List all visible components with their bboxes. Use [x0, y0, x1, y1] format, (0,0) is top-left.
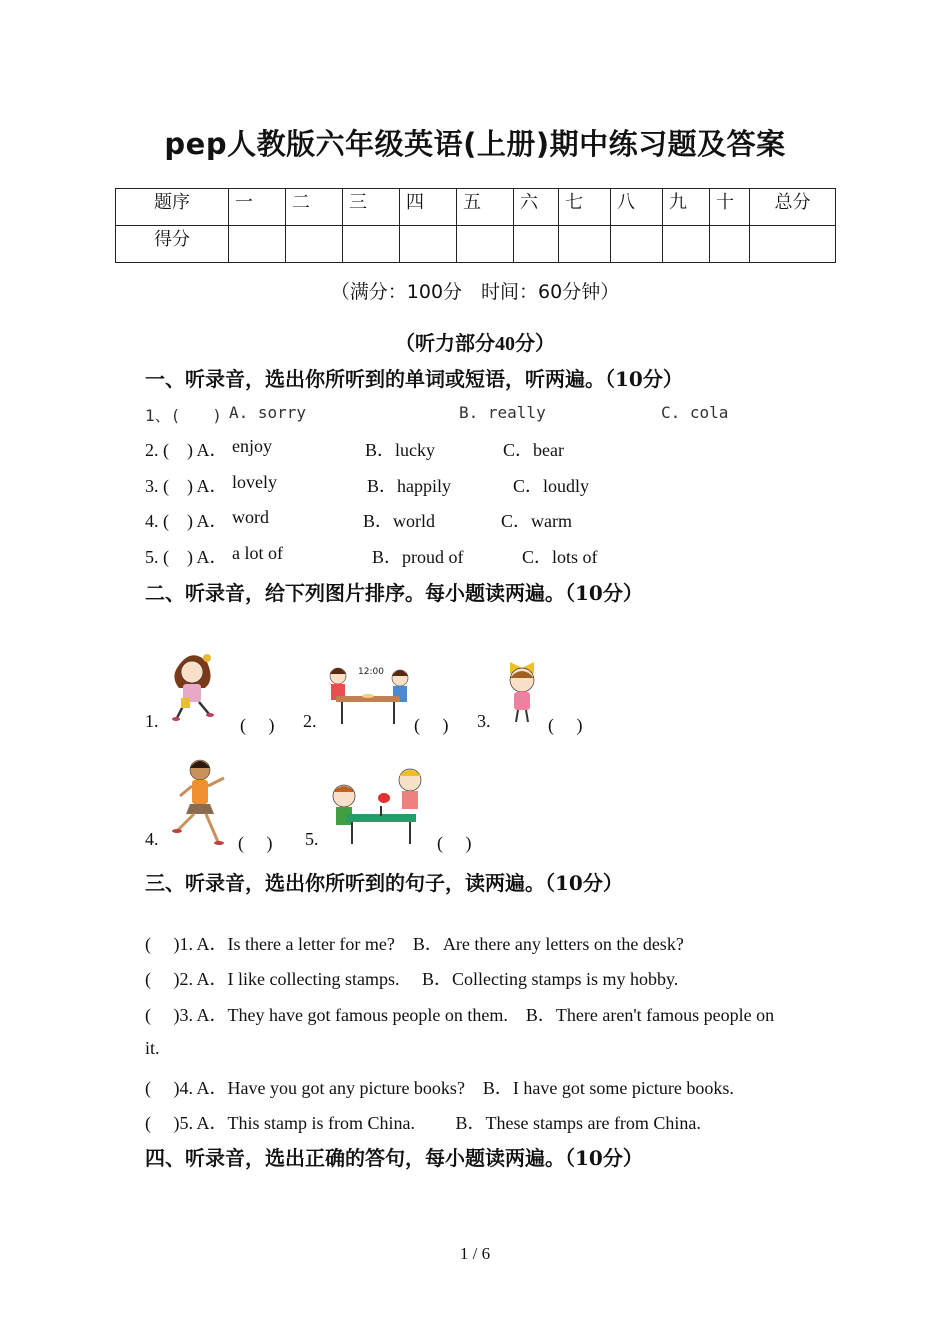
picture-2-answer[interactable]: ( )	[414, 715, 449, 735]
table-cell: 一	[229, 189, 286, 226]
picture-1-label: 1.	[145, 711, 159, 731]
picture-1-answer[interactable]: ( )	[240, 715, 275, 735]
sentence-item: ( )2. A．I like collecting stamps. B．Collecting stamps is my hobby.	[145, 969, 679, 989]
table-cell: 题序	[116, 189, 229, 226]
listening-part-label: （听力部分40分）	[395, 333, 555, 355]
page-number: 1 / 6	[459, 1244, 491, 1263]
score-input-cell[interactable]	[229, 226, 286, 263]
sentence-item: ( )1. A．Is there a letter for me? B．Are there any letters on the desk?	[145, 934, 684, 954]
sentence-item: ( )4. A．Have you got any picture books? B．I have got some picture books.	[145, 1078, 734, 1098]
table-cell: 八	[611, 189, 663, 226]
question-3-option-a: lovely	[232, 472, 277, 492]
table-cell: 总分	[750, 189, 836, 226]
picture-4-answer[interactable]: ( )	[238, 833, 273, 853]
section-4-heading: 四、听录音，选出正确的答句，每小题读两遍。（10分）	[145, 1146, 643, 1170]
question-1-number: 1、( )	[145, 406, 222, 425]
table-cell: 十	[710, 189, 750, 226]
score-input-cell[interactable]	[514, 226, 559, 263]
table-cell: 五	[457, 189, 514, 226]
question-5-number: 5. ( ) A．	[145, 547, 228, 567]
question-5-option-c: C．lots of	[522, 547, 598, 567]
girl-running-picture	[170, 756, 232, 846]
picture-5-label: 5.	[305, 829, 319, 849]
question-5-option-a: a lot of	[232, 543, 283, 563]
picture-2-label: 2.	[303, 711, 317, 731]
question-1-option-b: B. really	[459, 403, 546, 422]
question-5-option-b: B．proud of	[372, 547, 464, 567]
section-1-heading: 一、听录音，选出你所听到的单词或短语，听两遍。（10分）	[145, 367, 683, 391]
score-input-cell[interactable]	[400, 226, 457, 263]
table-cell: 四	[400, 189, 457, 226]
question-4-number: 4. ( ) A．	[145, 511, 228, 531]
clock-text: 12:00	[358, 667, 384, 677]
girl-with-bow-picture	[500, 656, 546, 726]
question-2-number: 2. ( ) A．	[145, 440, 228, 460]
section-2-heading: 二、听录音，给下列图片排序。每小题读两遍。（10分）	[145, 581, 643, 605]
score-input-cell[interactable]	[663, 226, 710, 263]
question-2-option-a: enjoy	[232, 436, 272, 456]
sentence-item: ( )3. A．They have got famous people on them. B．There aren't famous people on	[145, 1005, 775, 1025]
question-4-option-b: B．world	[363, 511, 435, 531]
question-4-option-c: C．warm	[501, 511, 572, 531]
table-cell: 七	[559, 189, 611, 226]
sentence-item: ( )5. A．This stamp is from China. B．These stamps are from China.	[145, 1113, 701, 1133]
question-3-option-b: B．happily	[367, 476, 451, 496]
score-input-cell[interactable]	[710, 226, 750, 263]
question-1-option-c: C. cola	[661, 403, 729, 422]
page-title: pep人教版六年级英语(上册)期中练习题及答案	[164, 127, 786, 161]
table-cell: 得分	[116, 226, 229, 263]
section-3-heading: 三、听录音，选出你所听到的句子，读两遍。（10分）	[145, 871, 623, 895]
score-input-cell[interactable]	[457, 226, 514, 263]
girl-walking-picture	[163, 648, 223, 723]
score-table-header-row	[116, 189, 836, 226]
score-table	[115, 188, 836, 263]
picture-3-label: 3.	[477, 711, 491, 731]
score-table-score-row	[116, 226, 836, 263]
lunch-table-picture	[322, 660, 414, 728]
score-input-cell[interactable]	[286, 226, 343, 263]
question-4-option-a: word	[232, 507, 269, 527]
table-cell: 三	[343, 189, 400, 226]
score-input-cell[interactable]	[559, 226, 611, 263]
picture-3-answer[interactable]: ( )	[548, 715, 583, 735]
question-1-option-a: A. sorry	[229, 403, 307, 422]
ping-pong-picture	[324, 764, 430, 848]
picture-4-label: 4.	[145, 829, 159, 849]
table-cell: 六	[514, 189, 559, 226]
table-cell: 二	[286, 189, 343, 226]
table-cell: 九	[663, 189, 710, 226]
score-input-cell[interactable]	[343, 226, 400, 263]
question-3-option-c: C．loudly	[513, 476, 590, 496]
score-input-cell[interactable]	[750, 226, 836, 263]
score-input-cell[interactable]	[611, 226, 663, 263]
picture-5-answer[interactable]: ( )	[437, 833, 472, 853]
question-3-number: 3. ( ) A．	[145, 476, 228, 496]
sentence-item-continuation: it.	[145, 1038, 160, 1058]
score-time-note: （满分：100分 时间：60分钟）	[330, 281, 620, 303]
question-2-option-b: B．lucky	[365, 440, 435, 460]
question-2-option-c: C．bear	[503, 440, 564, 460]
